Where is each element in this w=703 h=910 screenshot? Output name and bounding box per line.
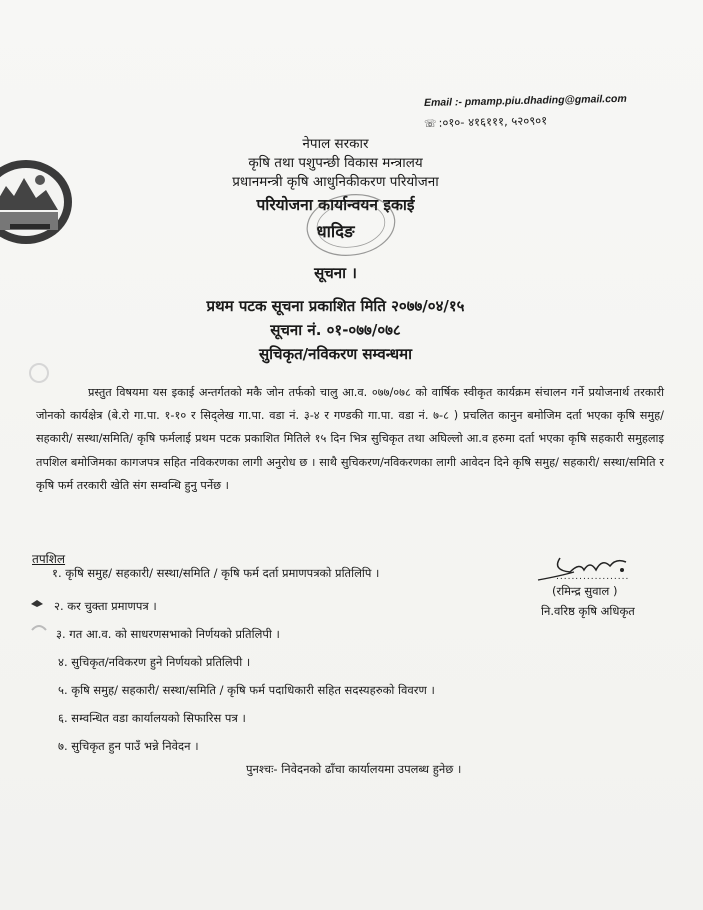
header-ministry: कृषि तथा पशुपन्छी विकास मन्त्रालय [248,155,423,171]
annex-heading: तपशिल [32,552,66,566]
office-stamp-icon [291,181,410,271]
notice-body-paragraph: प्रस्तुत विषयमा यस इकाई अन्तर्गतको मकै जोन तर्फको चालु आ.व. ०७७/०७८ को वार्षिक स्वीकृत कार्यक्रम संचालन गर्ने प्रयोजनार्थ तरकारी जोनको कार्यक्षेत्र (बे.रो गा.पा. १-१० र सिद्लेख गा.पा. वडा नं. ३-४ र गण्डकी गा.पा. वडा नं. ७-८ ) प्रचलित कानुन बमोजिम दर्ता भएका कृषि समुह/ सहकारी/ सस्था/समिति/ कृषि फर्मलाई प्रथम पटक प्रकाशित मितिले १५ दिन भित्र सुचिकृत तथा अघिल्लो आ.व हरुमा दर्ता भएका कृषि सहकारी समुहलाइ तपशिल बमोजिमका कागजपत्र सहित नविकरणका लागी अनुरोध छ । साथै सुचिकरण/नविकरणका लागी आवेदन दिने कृषि समुह/ सहकारी/ सस्था/समिति र कृषि फर्म तरकारी खेति संग सम्वन्धि हुनु पर्नेछ । [36,386,664,492]
notice-number: सूचना नं. ०१-०७७/०७८ [270,321,401,339]
signature-line: ................... [556,572,630,582]
scan-mark-icon [30,622,48,638]
email-address: Email :- pmamp.piu.dhading@gmail.com [423,92,627,109]
notice-published-date: प्रथम पटक सूचना प्रकाशित मिति २०७७/०४/१५ [206,297,465,315]
signature-icon [530,552,640,588]
phone-number: ०१०- ४१६१११, ५२०९०१ [442,113,548,130]
list-item: १. कृषि समुह/ सहकारी/ सस्था/समिति / कृषि फर्म दर्ता प्रमाणपत्रको प्रतिलिपि । [52,566,380,580]
footer-note: पुनश्चः- निवेदनको ढाँचा कार्यालयमा उपलब्ध हुनेछ । [246,762,462,776]
list-item: ७. सुचिकृत हुन पाउँ भन्ने निवेदन । [58,739,199,753]
header-unit: परियोजना कार्यान्वयन इकाई [256,196,415,214]
notice-title: सूचना । [314,264,357,282]
signatory-designation: नि.वरिष्ठ कृषि अधिकृत [541,604,635,618]
list-item: ४. सुचिकृत/नविकरण हुने निर्णयको प्रतिलिपी । [58,655,251,669]
header-district: धादिङ [316,222,355,241]
header-project: प्रधानमन्त्री कृषि आधुनिकीकरण परियोजना [232,174,439,190]
phone-icon: ☏ [423,118,437,130]
list-item: ६. सम्वन्धित वडा कार्यालयको सिफारिस पत्र । [58,711,246,725]
list-item: २. कर चुक्ता प्रमाणपत्र । [54,599,157,613]
header-government: नेपाल सरकार [302,136,369,152]
phone-number-line: ☏ :०१०- ४१६१११, ५२०९०१ [423,113,548,130]
notice-subject: सुचिकृत/नविकरण सम्वन्धमा [259,345,412,363]
signatory-name: (रमिन्द्र सुवाल ) [552,584,618,598]
scan-mark-icon [28,362,50,384]
list-item: ३. गत आ.व. को साधरणसभाको निर्णयको प्रतिलिपी । [56,627,280,641]
list-item: ५. कृषि समुह/ सहकारी/ सस्था/समिति / कृषि फर्म पदाधिकारी सहित सदस्यहरुको विवरण । [58,683,435,697]
scan-mark-icon [30,598,44,610]
